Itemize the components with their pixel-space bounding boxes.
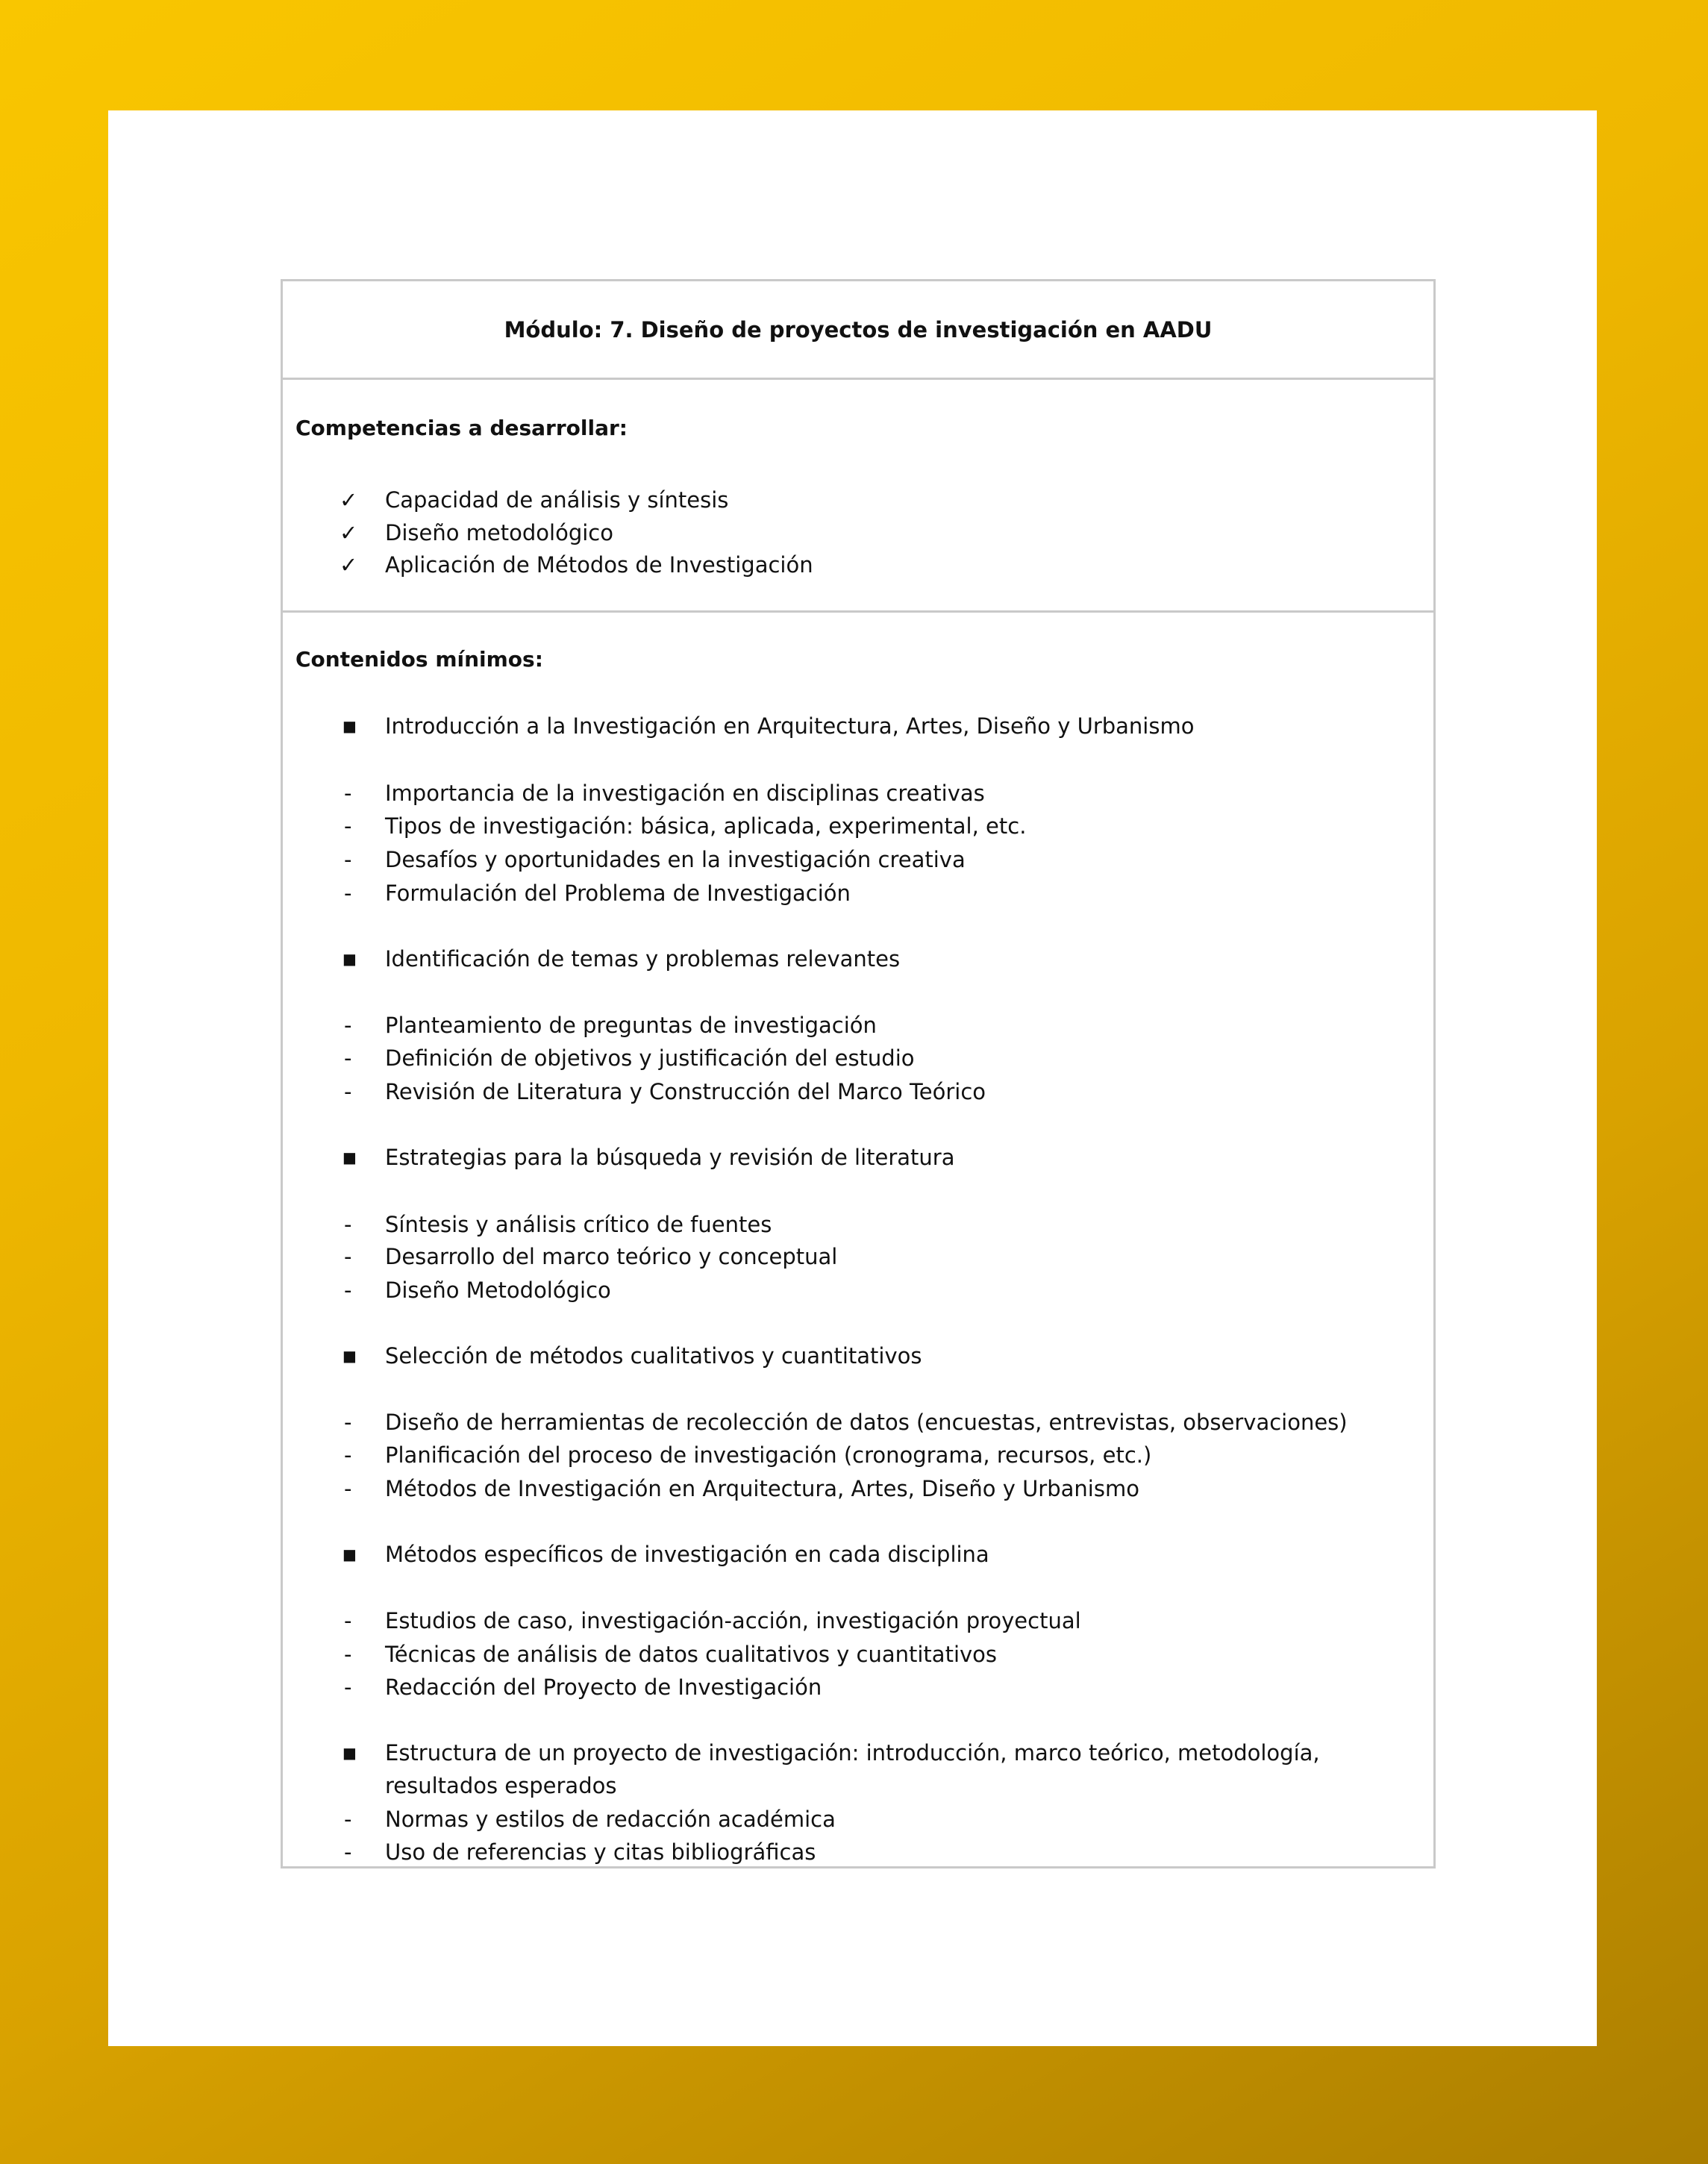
contenido-sub-text: Diseño de herramientas de recolección de datos (encuestas, entrevistas, observaciones): [385, 1410, 1348, 1435]
contenido-sub-item: [283, 1274, 1433, 1307]
competencia-text: Capacidad de análisis y síntesis: [385, 487, 729, 513]
document-page: [108, 110, 1597, 2046]
competencia-text: Diseño metodológico: [385, 520, 613, 545]
square-bullet-icon: ■: [342, 1347, 357, 1365]
contenido-sub-item: [283, 1042, 1433, 1075]
contenidos-heading: Contenidos mínimos:: [295, 647, 543, 672]
check-icon: ✓: [340, 487, 358, 513]
contenido-sub-text: Síntesis y análisis crítico de fuentes: [385, 1212, 772, 1237]
contenido-bullet-text: Selección de métodos cualitativos y cuantitativos: [385, 1343, 922, 1369]
contenido-sub-item: [283, 843, 1433, 876]
contenido-sub-text: Métodos de Investigación en Arquitectura, Artes, Diseño y Urbanismo: [385, 1476, 1139, 1501]
contenido-bullet-item: [283, 1339, 1433, 1372]
contenido-sub-text: Redacción del Proyecto de Investigación: [385, 1674, 822, 1700]
square-bullet-icon: ■: [342, 1744, 357, 1762]
contenido-bullet-text: Métodos específicos de investigación en cada disciplina: [385, 1542, 989, 1567]
check-icon: ✓: [340, 552, 358, 578]
square-bullet-icon: ■: [342, 1545, 357, 1563]
contenido-bullet-item: [283, 1538, 1433, 1571]
contenido-sub-item: [283, 1803, 1433, 1836]
dash-icon: -: [344, 1244, 352, 1269]
contenido-sub-item: [283, 1671, 1433, 1704]
check-icon: ✓: [340, 520, 358, 545]
contenido-sub-text: Formulación del Problema de Investigación: [385, 881, 851, 906]
dash-icon: -: [344, 1045, 352, 1071]
dash-icon: -: [344, 781, 352, 806]
dash-icon: -: [344, 1278, 352, 1303]
contenido-sub-item: [283, 1406, 1433, 1439]
contenido-bullet-text: Identificación de temas y problemas relevantes: [385, 946, 901, 972]
contenido-bullet-item: [283, 942, 1433, 975]
contenidos-section: [283, 613, 1433, 1866]
dash-icon: -: [344, 1013, 352, 1038]
contenido-bullet-text: Introducción a la Investigación en Arquitectura, Artes, Diseño y Urbanismo: [385, 713, 1195, 739]
dash-icon: -: [344, 847, 352, 872]
contenido-sub-item: [283, 1836, 1433, 1869]
dash-icon: -: [344, 813, 352, 839]
contenido-sub-text: Desafíos y oportunidades en la investigación creativa: [385, 847, 966, 872]
contenido-sub-item: [283, 1638, 1433, 1671]
contenido-bullet-text: Estrategias para la búsqueda y revisión de literatura: [385, 1145, 955, 1170]
contenido-sub-text: Normas y estilos de redacción académica: [385, 1807, 836, 1832]
competencia-item: [283, 484, 1433, 516]
dash-icon: -: [344, 1079, 352, 1104]
module-title: Módulo: 7. Diseño de proyectos de investigación en AADU: [504, 316, 1213, 343]
dash-icon: -: [344, 1608, 352, 1633]
module-table: [281, 279, 1436, 1869]
competencias-section: [283, 380, 1433, 613]
contenido-sub-text: Planteamiento de preguntas de investigación: [385, 1013, 877, 1038]
contenido-sub-item: [283, 810, 1433, 842]
contenido-bullet-item: [283, 1736, 1433, 1802]
square-bullet-icon: ■: [342, 717, 357, 735]
contenido-sub-item: [283, 877, 1433, 910]
contenido-sub-text: Planificación del proceso de investigación (cronograma, recursos, etc.): [385, 1442, 1152, 1468]
contenido-bullet-item: [283, 710, 1433, 742]
dash-icon: -: [344, 1807, 352, 1832]
contenido-bullet-text: Estructura de un proyecto de investigación: introducción, marco teórico, metodología, resultados esperados: [385, 1740, 1320, 1798]
dash-icon: -: [344, 1442, 352, 1468]
contenido-bullet-item: [283, 1141, 1433, 1174]
dash-icon: -: [344, 1212, 352, 1237]
contenido-sub-text: Técnicas de análisis de datos cualitativos y cuantitativos: [385, 1642, 998, 1667]
dash-icon: -: [344, 1839, 352, 1865]
square-bullet-icon: ■: [342, 950, 357, 968]
dash-icon: -: [344, 1674, 352, 1700]
contenido-sub-item: [283, 1240, 1433, 1273]
contenido-sub-text: Desarrollo del marco teórico y conceptual: [385, 1244, 838, 1269]
contenido-sub-item: [283, 1075, 1433, 1108]
competencia-text: Aplicación de Métodos de Investigación: [385, 552, 813, 578]
contenido-sub-text: Tipos de investigación: básica, aplicada, experimental, etc.: [385, 813, 1027, 839]
contenido-sub-text: Definición de objetivos y justificación del estudio: [385, 1045, 915, 1071]
contenido-sub-text: Importancia de la investigación en disciplinas creativas: [385, 781, 985, 806]
contenido-sub-item: [283, 1439, 1433, 1472]
square-bullet-icon: ■: [342, 1148, 357, 1166]
contenido-sub-text: Diseño Metodológico: [385, 1278, 611, 1303]
contenido-sub-item: [283, 1009, 1433, 1042]
dash-icon: -: [344, 1642, 352, 1667]
competencia-item: [283, 548, 1433, 581]
contenido-sub-item: [283, 777, 1433, 810]
contenido-sub-item: [283, 1472, 1433, 1505]
contenido-sub-text: Revisión de Literatura y Construcción del Marco Teórico: [385, 1079, 986, 1104]
dash-icon: -: [344, 1476, 352, 1501]
module-title-row: [283, 281, 1433, 380]
competencia-item: [283, 516, 1433, 549]
contenido-sub-text: Estudios de caso, investigación-acción, investigación proyectual: [385, 1608, 1081, 1633]
contenido-sub-text: Uso de referencias y citas bibliográficas: [385, 1839, 816, 1865]
dash-icon: -: [344, 881, 352, 906]
competencias-heading: Competencias a desarrollar:: [295, 416, 628, 440]
dash-icon: -: [344, 1410, 352, 1435]
contenido-sub-item: [283, 1604, 1433, 1637]
contenido-sub-item: [283, 1208, 1433, 1241]
